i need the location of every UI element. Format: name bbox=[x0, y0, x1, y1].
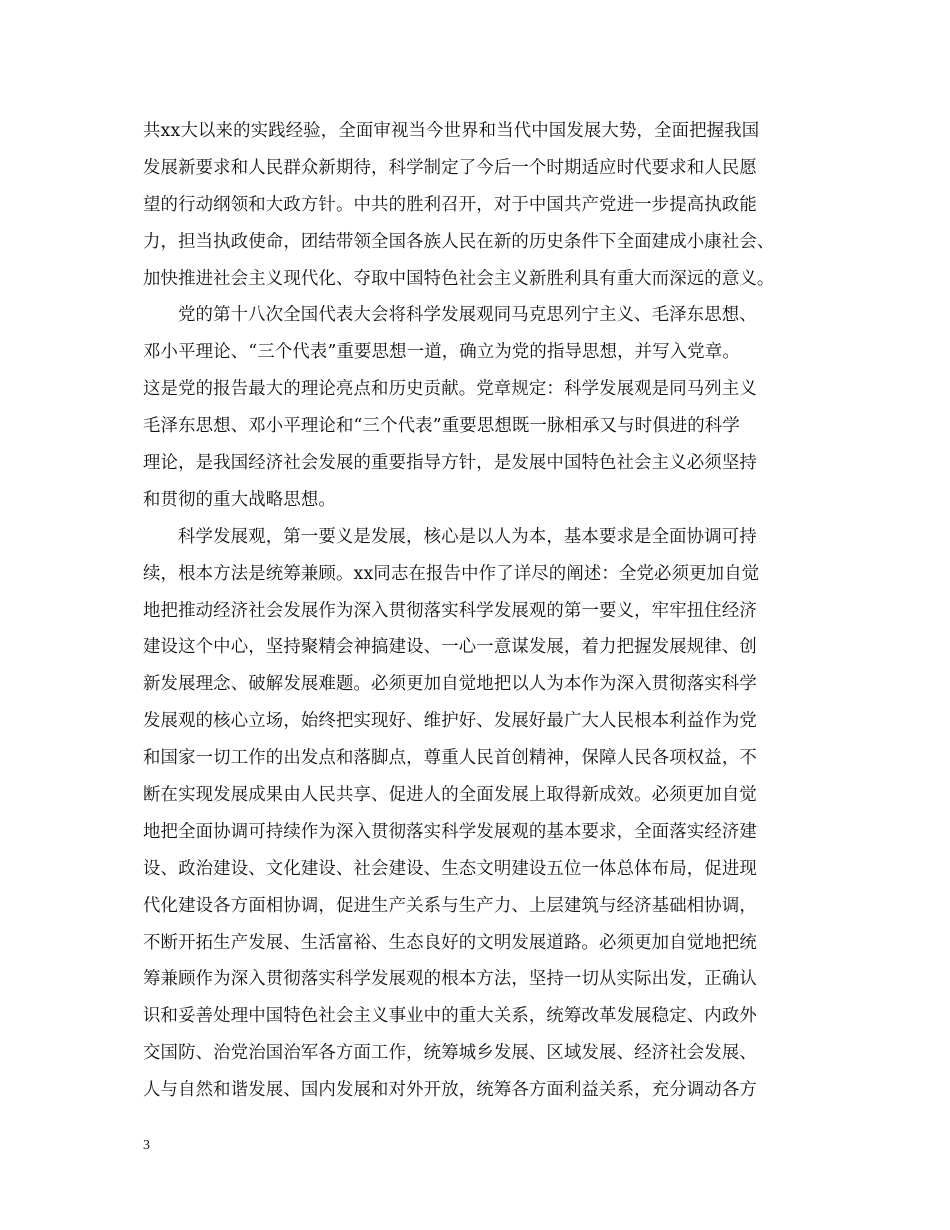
text-line: 力，担当执政使命，团结带领全国各族人民在新的历史条件下全面建成小康社会、 bbox=[143, 231, 775, 252]
text-line: 新发展理念、破解发展难题。必须更加自觉地把以人为本作为深入贯彻落实科学 bbox=[143, 674, 757, 695]
text-line: 续，根本方法是统筹兼顾。xx同志在报告中作了详尽的阐述：全党必须更加自觉 bbox=[143, 563, 760, 584]
text-line: 代化建设各方面相协调，促进生产关系与生产力、上层建筑与经济基础相协调， bbox=[143, 895, 757, 916]
text-line: 地把推动经济社会发展作为深入贯彻落实科学发展观的第一要义，牢牢扭住经济 bbox=[143, 600, 757, 621]
text-line: 发展新要求和人民群众新期待，科学制定了今后一个时期适应时代要求和人民愿 bbox=[143, 157, 757, 178]
paragraph-start-line: 党的第十八次全国代表大会将科学发展观同马克思列宁主义、毛泽东思想、 bbox=[178, 305, 757, 326]
text-line: 和国家一切工作的出发点和落脚点，尊重人民首创精神，保障人民各项权益，不 bbox=[143, 748, 757, 769]
body-text bbox=[143, 113, 818, 1109]
text-line: 筹兼顾作为深入贯彻落实科学发展观的根本方法，坚持一切从实际出发，正确认 bbox=[143, 969, 757, 990]
text-line: 设、政治建设、文化建设、社会建设、生态文明建设五位一体总体布局，促进现 bbox=[143, 858, 757, 879]
text-line: 断在实现发展成果由人民共享、促进人的全面发展上取得新成效。必须更加自觉 bbox=[143, 785, 757, 806]
text-line: 交国防、治党治国治军各方面工作，统筹城乡发展、区域发展、经济社会发展、 bbox=[143, 1043, 757, 1064]
text-line: 识和妥善处理中国特色社会主义事业中的重大关系，统筹改革发展稳定、内政外 bbox=[143, 1006, 757, 1027]
text-line: 地把全面协调可持续作为深入贯彻落实科学发展观的基本要求，全面落实经济建 bbox=[143, 821, 757, 842]
text-line: 毛泽东思想、邓小平理论和“三个代表”重要思想既一脉相承又与时俱进的科学 bbox=[143, 416, 740, 437]
text-line: 理论，是我国经济社会发展的重要指导方针，是发展中国特色社会主义必须坚持 bbox=[143, 453, 757, 474]
text-line: 这是党的报告最大的理论亮点和历史贡献。党章规定：科学发展观是同马列主义 bbox=[143, 379, 757, 400]
text-line: 不断开拓生产发展、生活富裕、生态良好的文明发展道路。必须更加自觉地把统 bbox=[143, 932, 757, 953]
text-line: 望的行动纲领和大政方针。中共的胜利召开，对于中国共产党进一步提高执政能 bbox=[143, 194, 757, 215]
page-number: 3 bbox=[143, 1138, 150, 1153]
text-line: 和贯彻的重大战略思想。 bbox=[143, 489, 336, 510]
text-line: 人与自然和谐发展、国内发展和对外开放，统筹各方面利益关系，充分调动各方 bbox=[143, 1080, 757, 1101]
text-line: 加快推进社会主义现代化、夺取中国特色社会主义新胜利具有重大而深远的意义。 bbox=[143, 268, 775, 289]
text-line: 邓小平理论、“三个代表”重要思想一道，确立为党的指导思想，并写入党章。 bbox=[143, 342, 740, 363]
text-line: 发展观的核心立场，始终把实现好、维护好、发展好最广大人民根本利益作为党 bbox=[143, 711, 757, 732]
text-line: 建设这个中心，坚持聚精会神搞建设、一心一意谋发展，着力把握发展规律、创 bbox=[143, 637, 757, 658]
text-line: 共xx大以来的实践经验，全面审视当今世界和当代中国发展大势，全面把握我国 bbox=[143, 121, 760, 141]
paragraph-start-line: 科学发展观，第一要义是发展，核心是以人为本，基本要求是全面协调可持 bbox=[178, 526, 757, 547]
